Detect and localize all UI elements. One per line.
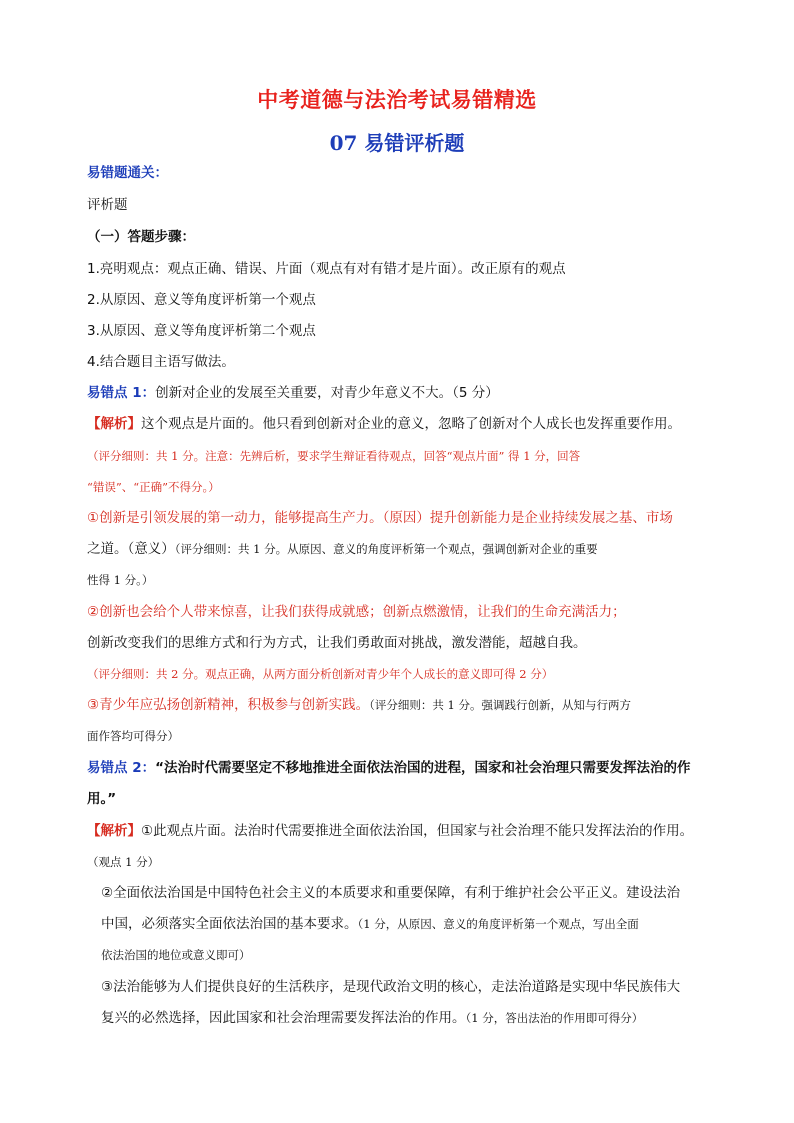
scoring-note: （观点 1 分）	[87, 855, 160, 869]
step-4: 4.结合题目主语写做法。	[87, 354, 235, 370]
analysis-point	[101, 1008, 741, 1028]
scoring-note: （评分细则：共 1 分。强调践行创新，从知与行两方	[369, 698, 631, 712]
analysis-point: ①创新是引领发展的第一动力，能够提高生产力。（原因）提升创新能力是企业持续发展之基、市场	[87, 510, 673, 526]
analysis-point-text: ③青少年应弘扬创新精神，积极参与创新实践。	[87, 697, 370, 713]
step-3: 3.从原因、意义等角度评析第二个观点	[87, 323, 316, 339]
error-point-1-label: 易错点 1：	[87, 385, 156, 401]
steps-heading: （一）答题步骤：	[87, 229, 195, 245]
error-point-2-question: “法治时代需要坚定不移地推进全面依法治国的进程，国家和社会治理只需要发挥法治的作	[155, 760, 691, 776]
error-point-2	[87, 758, 727, 778]
scoring-note: 依法治国的地位或意义即可）	[101, 948, 251, 962]
error-point-1-question: 创新对企业的发展至关重要，对青少年意义不大。（5 分）	[155, 385, 499, 401]
document-subtitle: 07 易错评析题	[329, 131, 465, 155]
analysis-point	[101, 914, 741, 934]
analysis-point: ②全面依法治国是中国特色社会主义的本质要求和重要保障，有利于维护社会公平正义。建设法治	[101, 885, 681, 901]
intro-heading: 易错题通关：	[87, 165, 168, 181]
scoring-note: （评分细则：共 2 分。观点正确，从两方面分析创新对青少年个人成长的意义即可得 2 分）	[87, 667, 554, 681]
analysis-1	[87, 414, 727, 434]
error-point-1	[87, 383, 727, 403]
analysis-tag: 【解析】	[87, 416, 141, 432]
scoring-note: “错误”、“正确”不得分。）	[87, 480, 220, 494]
scoring-note: 面作答均可得分）	[87, 729, 179, 743]
step-2: 2.从原因、意义等角度评析第一个观点	[87, 292, 316, 308]
analysis-2	[87, 821, 727, 841]
error-point-2-label: 易错点 2：	[87, 760, 156, 776]
scoring-note: （评分细则：共 1 分。从原因、意义的角度评析第一个观点，强调创新对企业的重要	[174, 542, 598, 556]
scoring-note: （评分细则：共 1 分。注意：先辨后析，要求学生辩证看待观点，回答“观点片面” 得 1 分，回答	[87, 449, 581, 463]
analysis-point: ③法治能够为人们提供良好的生活秩序，是现代政治文明的核心，走法治道路是实现中华民族伟大	[101, 979, 681, 995]
analysis-tag: 【解析】	[87, 823, 141, 839]
scoring-note: （1 分，从原因、意义的角度评析第一个观点，写出全面	[357, 917, 639, 931]
step-1: 1.亮明观点：观点正确、错误、片面（观点有对有错才是片面）。改正原有的观点	[87, 261, 566, 277]
analysis-point: ②创新也会给个人带来惊喜，让我们获得成就感；创新点燃激情，让我们的生命充满活力；	[87, 604, 626, 620]
question-type: 评析题	[87, 197, 128, 213]
analysis-point-text: 之道。（意义）	[87, 541, 175, 557]
analysis-point-text: 复兴的必然选择，因此国家和社会治理需要发挥法治的作用。	[101, 1010, 466, 1026]
document-title: 中考道德与法治考试易错精选	[257, 87, 537, 112]
analysis-point: 创新改变我们的思维方式和行为方式，让我们勇敢面对挑战，激发潜能，超越自我。	[87, 635, 587, 651]
analysis-2-text: ①此观点片面。法治时代需要推进全面依法治国，但国家与社会治理不能只发挥法治的作用。	[141, 823, 694, 839]
analysis-point	[87, 539, 727, 559]
error-point-2-question-cont: 用。”	[87, 791, 117, 807]
scoring-note: （1 分，答出法治的作用即可得分）	[465, 1011, 644, 1025]
analysis-point-text: 中国，必须落实全面依法治国的基本要求。	[101, 916, 358, 932]
analysis-1-text: 这个观点是片面的。他只看到创新对企业的意义，忽略了创新对个人成长也发挥重要作用。	[141, 416, 681, 432]
analysis-point	[87, 695, 727, 715]
scoring-note: 性得 1 分。）	[87, 573, 154, 587]
